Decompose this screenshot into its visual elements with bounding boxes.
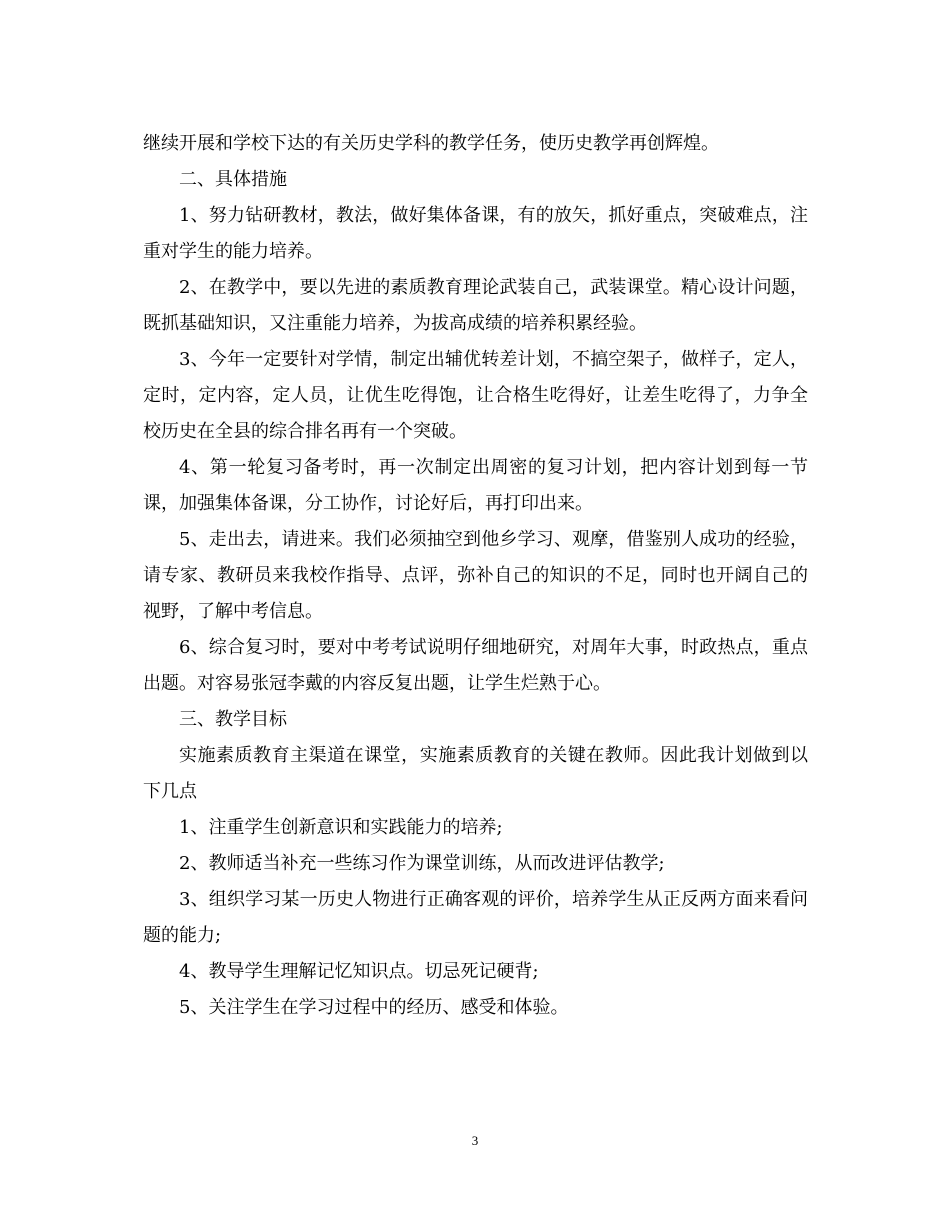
goal-item-1: 1、注重学生创新意识和实践能力的培养;	[179, 817, 503, 838]
goal-item-4: 4、教导学生理解记忆知识点。切忌死记硬背;	[179, 961, 539, 982]
document-body	[143, 126, 808, 1026]
section-heading-measures: 二、具体措施	[179, 169, 287, 190]
measure-item-4: 4、第一轮复习备考时，再一次制定出周密的复习计划，把内容计划到每一节课，加强集体备课，分工协作，讨论好后，再打印出来。	[143, 457, 808, 514]
measure-item-2: 2、在教学中，要以先进的素质教育理论武装自己，武装课堂。精心设计问题，既抓基础知识，又注重能力培养，为拔高成绩的培养积累经验。	[143, 277, 808, 334]
section-heading-goals: 三、教学目标	[179, 709, 287, 730]
page-number: 3	[471, 1133, 479, 1148]
measure-item-5: 5、走出去，请进来。我们必须抽空到他乡学习、观摩，借鉴别人成功的经验，请专家、教研员来我校作指导、点评，弥补自己的知识的不足，同时也开阔自己的视野，了解中考信息。	[143, 529, 808, 622]
goals-intro-paragraph: 实施素质教育主渠道在课堂，实施素质教育的关键在教师。因此我计划做到以下几点	[143, 745, 808, 802]
measure-item-3: 3、今年一定要针对学情，制定出辅优转差计划，不搞空架子，做样子，定人，定时，定内容，定人员，让优生吃得饱，让合格生吃得好，让差生吃得了，力争全校历史在全县的综合排名再有一个突破。	[143, 349, 808, 442]
goal-item-3: 3、组织学习某一历史人物进行正确客观的评价，培养学生从正反两方面来看问题的能力;	[143, 889, 808, 946]
measure-item-6: 6、综合复习时，要对中考考试说明仔细地研究，对周年大事，时政热点，重点出题。对容易张冠李戴的内容反复出题，让学生烂熟于心。	[143, 637, 808, 694]
goal-item-2: 2、教师适当补充一些练习作为课堂训练，从而改进评估教学;	[179, 853, 665, 874]
measure-item-1: 1、努力钻研教材，教法，做好集体备课，有的放矢，抓好重点，突破难点，注重对学生的能力培养。	[143, 205, 808, 262]
continuation-paragraph: 继续开展和学校下达的有关历史学科的教学任务，使历史教学再创辉煌。	[143, 133, 719, 154]
goal-item-5: 5、关注学生在学习过程中的经历、感受和体验。	[179, 997, 569, 1018]
